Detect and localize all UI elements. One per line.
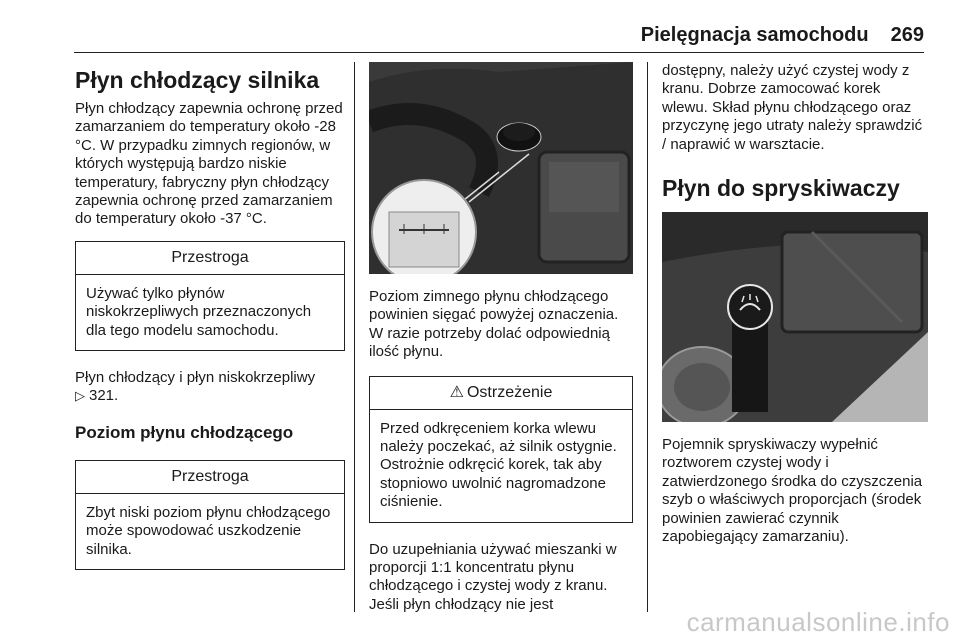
intro-paragraph: Płyn chłodzący zapewnia ochronę przed zamarzaniem do temperatury około -28 °C. W przypadku zimnych regionów, w których występują bardzo niskie temperatury, fabryczny płyn chłodzący zapewnia ochronę przed zamarzaniem do temperatury około -37 °C. [75, 100, 343, 228]
warning-title-row [370, 377, 632, 410]
warning-box [369, 376, 633, 523]
warning-text: Przed odkręceniem korka wlewu należy poczekać, aż silnik ostygnie. Ostrożnie odkręcić korek, tak aby stopniowo uwolnić nagromadzone ciśnienie. [380, 419, 617, 511]
washer-fluid-figure [662, 212, 928, 422]
column-1 [75, 62, 345, 570]
watermark: carmanualsonline.info [686, 607, 950, 637]
caution-box [75, 460, 345, 570]
page-header [641, 24, 924, 47]
reference-paragraph [75, 369, 345, 406]
column-divider [354, 62, 355, 612]
section-heading: Płyn do spryskiwaczy [662, 175, 900, 202]
subsection-heading: Poziom płynu chłodzącego [75, 422, 294, 442]
reference-text: Płyn chłodzący i płyn niskokrzepliwy [75, 369, 316, 387]
column-2 [369, 62, 633, 614]
continuation-paragraph: dostępny, należy użyć czystej wody z kranu. Dobrze zamocować korek wlewu. Skład płynu chłodzącego oraz przyczynę jego utraty należy sprawdzić / naprawić w warsztacie. [662, 62, 923, 153]
refill-paragraph: Do uzupełniania używać mieszanki w proporcji 1:1 koncentratu płynu chłodzącego i czystej wody z kranu. Jeśli płyn chłodzący nie jest [369, 540, 617, 613]
caution-box [75, 241, 345, 351]
washer-fluid-paragraph: Pojemnik spryskiwaczy wypełnić roztworem czystej wody i zatwierdzonego środka do czyszczenia szyb o właściwych proporcjach (środek powinien zawierać czynnik zapobiegający zamarzaniu). [662, 436, 923, 546]
header-title: Pielęgnacja samochodu [640, 24, 869, 46]
caution-title: Przestroga [76, 461, 344, 494]
page-reference-icon: ▷ [75, 388, 85, 404]
reference-page-link[interactable]: 321. [89, 387, 119, 405]
warning-title: Ostrzeżenie [466, 383, 553, 401]
coolant-reservoir-figure [369, 62, 633, 274]
header-rule [74, 52, 924, 53]
warning-triangle-icon: ⚠ [449, 383, 464, 401]
caution-title: Przestroga [76, 242, 344, 275]
caution-text: Używać tylko płynów niskokrzepliwych przeznaczonych dla tego modelu samochodu. [86, 284, 312, 339]
column-divider [647, 62, 648, 612]
column-3 [662, 62, 928, 546]
section-heading: Płyn chłodzący silnika [75, 67, 320, 93]
caution-text: Zbyt niski poziom płynu chłodzącego może spowodować uszkodzenie silnika. [86, 503, 331, 558]
page-number: 269 [890, 24, 924, 46]
coolant-level-paragraph: Poziom zimnego płynu chłodzącego powinien sięgać powyżej oznaczenia. W razie potrzeby dolać odpowiednią ilość płynu. [369, 288, 619, 361]
